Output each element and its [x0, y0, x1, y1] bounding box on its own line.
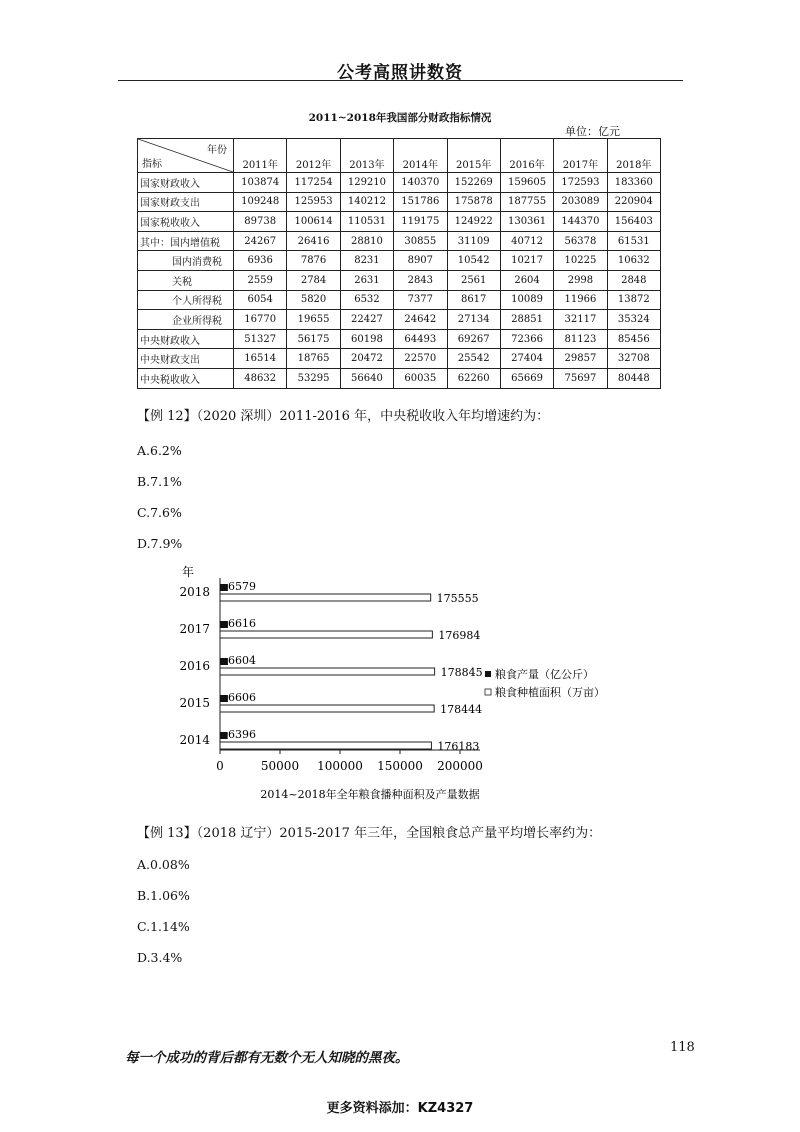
table-cell: 56640	[340, 368, 393, 388]
year-header: 2018年	[607, 139, 660, 173]
table-cell: 27404	[500, 349, 553, 369]
table-cell: 10089	[500, 290, 553, 310]
table-cell: 11966	[554, 290, 607, 310]
question-13-stem: 【例 13】（2018 辽宁）2015-2017 年三年，全国粮食总产量平均增长率约为：	[137, 826, 602, 841]
table-cell: 19655	[287, 310, 340, 330]
table-cell: 51327	[234, 329, 287, 349]
table-cell: 7876	[287, 251, 340, 271]
question-12-stem: 【例 12】（2020 深圳）2011-2016 年，中央税收收入年均增速约为：	[137, 409, 550, 424]
table-cell: 26416	[287, 231, 340, 251]
table-cell: 20472	[340, 349, 393, 369]
table-cell: 152269	[447, 173, 500, 193]
table-cell: 60035	[394, 368, 447, 388]
table-cell: 10632	[607, 251, 660, 271]
table-cell: 28810	[340, 231, 393, 251]
table-title: 2011~2018年我国部分财政指标情况	[308, 112, 492, 124]
row-label: 中央税收收入	[138, 368, 234, 388]
table-cell: 7377	[394, 290, 447, 310]
table-cell: 27134	[447, 310, 500, 330]
question-13-option-c: C.1.14%	[137, 919, 190, 934]
table-cell: 80448	[607, 368, 660, 388]
table-cell: 187755	[500, 192, 553, 212]
table-cell: 75697	[554, 368, 607, 388]
table-cell: 2631	[340, 270, 393, 290]
table-cell: 6936	[234, 251, 287, 271]
x-tick-label: 150000	[377, 759, 423, 773]
table-cell: 2561	[447, 270, 500, 290]
category-label: 2016	[179, 659, 210, 673]
table-row	[138, 270, 661, 290]
table-row	[138, 349, 661, 369]
grain-output-label: 6616	[228, 617, 256, 630]
table-row	[138, 251, 661, 271]
grain-area-bar	[220, 742, 431, 749]
table-cell: 103874	[234, 173, 287, 193]
table-cell: 24267	[234, 231, 287, 251]
category-label: 2018	[179, 585, 210, 599]
table-cell: 40712	[500, 231, 553, 251]
table-cell: 64493	[394, 329, 447, 349]
table-cell: 30855	[394, 231, 447, 251]
row-label: 国内消费税	[138, 251, 234, 271]
x-tick-label: 100000	[317, 759, 363, 773]
table-cell: 56378	[554, 231, 607, 251]
table-cell: 89738	[234, 212, 287, 232]
grain-area-label: 176183	[437, 740, 480, 753]
table-cell: 10217	[500, 251, 553, 271]
table-unit: 单位：亿元	[565, 125, 620, 138]
grain-area-bar	[220, 705, 434, 712]
header-rule	[118, 80, 683, 81]
table-row	[138, 368, 661, 388]
row-label: 关税	[138, 270, 234, 290]
legend-output-swatch	[485, 671, 491, 677]
table-cell: 130361	[500, 212, 553, 232]
table-cell: 6054	[234, 290, 287, 310]
table-cell: 85456	[607, 329, 660, 349]
table-cell: 53295	[287, 368, 340, 388]
x-tick-label: 0	[216, 759, 224, 773]
table-cell: 175878	[447, 192, 500, 212]
question-13-option-a: A.0.08%	[137, 857, 190, 872]
table-cell: 2604	[500, 270, 553, 290]
question-13-option-b: B.1.06%	[137, 888, 190, 903]
legend-area-label: 粮食种植面积（万亩）	[495, 686, 605, 699]
question-12-option-a: A.6.2%	[137, 443, 182, 458]
legend-area-swatch	[485, 689, 491, 695]
table-cell: 100614	[287, 212, 340, 232]
grain-output-bar	[220, 584, 228, 591]
table-cell: 10542	[447, 251, 500, 271]
y-axis-title: 年	[182, 565, 195, 579]
table-cell: 81123	[554, 329, 607, 349]
question-12-option-c: C.7.6%	[137, 505, 182, 520]
page-number: 118	[670, 1040, 695, 1055]
grain-area-bar	[220, 594, 431, 601]
table-cell: 2843	[394, 270, 447, 290]
row-label: 个人所得税	[138, 290, 234, 310]
footer-contact: 更多资料添加：KZ4327	[326, 1101, 474, 1116]
table-cell: 35324	[607, 310, 660, 330]
table-row	[138, 192, 661, 212]
table-cell: 129210	[340, 173, 393, 193]
table-cell: 109248	[234, 192, 287, 212]
grain-output-bar	[220, 695, 228, 702]
table-cell: 31109	[447, 231, 500, 251]
year-header: 2017年	[554, 139, 607, 173]
table-cell: 110531	[340, 212, 393, 232]
table-cell: 156403	[607, 212, 660, 232]
table-header-row	[138, 139, 661, 173]
fiscal-indicators-table	[137, 138, 661, 389]
question-12	[137, 405, 549, 551]
table-cell: 220904	[607, 192, 660, 212]
x-tick-label: 50000	[260, 759, 300, 773]
grain-output-bar	[220, 621, 228, 628]
corner-year-label: 年份	[207, 145, 227, 156]
legend-output-label: 粮食产量（亿公斤）	[495, 668, 594, 681]
table-cell: 10225	[554, 251, 607, 271]
table-cell: 65669	[500, 368, 553, 388]
table-cell: 29857	[554, 349, 607, 369]
page-header-title: 公考高照讲数资	[337, 63, 463, 83]
grain-chart	[160, 560, 640, 805]
table-cell: 124922	[447, 212, 500, 232]
grain-output-label: 6604	[228, 654, 256, 667]
question-13-option-d: D.3.4%	[137, 950, 183, 965]
category-label: 2017	[179, 622, 210, 636]
table-cell: 2559	[234, 270, 287, 290]
table-cell: 18765	[287, 349, 340, 369]
question-12-option-b: B.7.1%	[137, 474, 182, 489]
grain-output-label: 6579	[228, 580, 256, 593]
table-cell: 32708	[607, 349, 660, 369]
table-row	[138, 329, 661, 349]
grain-output-label: 6606	[228, 691, 256, 704]
grain-area-bar	[220, 631, 432, 638]
table-row	[138, 310, 661, 330]
year-header: 2013年	[340, 139, 393, 173]
grain-output-bar	[220, 732, 228, 739]
table-cell: 159605	[500, 173, 553, 193]
table-cell: 13872	[607, 290, 660, 310]
table-cell: 119175	[394, 212, 447, 232]
row-label: 企业所得税	[138, 310, 234, 330]
table-cell: 25542	[447, 349, 500, 369]
grain-area-bar	[220, 668, 435, 675]
table-row	[138, 212, 661, 232]
grain-area-label: 178845	[440, 666, 483, 679]
year-header: 2015年	[447, 139, 500, 173]
table-cell: 48632	[234, 368, 287, 388]
question-12-option-d: D.7.9%	[137, 536, 183, 551]
table-cell: 62260	[447, 368, 500, 388]
table-row	[138, 173, 661, 193]
chart-title: 2014~2018年全年粮食播种面积及产量数据	[260, 788, 480, 801]
corner-indicator-label: 指标	[142, 159, 162, 170]
table-corner-cell	[138, 139, 234, 173]
table-cell: 144370	[554, 212, 607, 232]
row-label: 国家财政收入	[138, 173, 234, 193]
row-label: 国家税收收入	[138, 212, 234, 232]
table-cell: 56175	[287, 329, 340, 349]
table-cell: 125953	[287, 192, 340, 212]
table-cell: 22427	[340, 310, 393, 330]
grain-output-label: 6396	[228, 728, 256, 741]
table-cell: 2784	[287, 270, 340, 290]
grain-output-bar	[220, 658, 228, 665]
grain-area-label: 175555	[436, 592, 479, 605]
year-header: 2016年	[500, 139, 553, 173]
table-row	[138, 290, 661, 310]
year-header: 2012年	[287, 139, 340, 173]
table-cell: 151786	[394, 192, 447, 212]
row-label: 其中：国内增值税	[138, 231, 234, 251]
table-cell: 28851	[500, 310, 553, 330]
table-cell: 5820	[287, 290, 340, 310]
table-cell: 8231	[340, 251, 393, 271]
table-cell: 22570	[394, 349, 447, 369]
year-header: 2014年	[394, 139, 447, 173]
table-cell: 8907	[394, 251, 447, 271]
table-cell: 140212	[340, 192, 393, 212]
table-cell: 69267	[447, 329, 500, 349]
table-cell: 203089	[554, 192, 607, 212]
table-cell: 16770	[234, 310, 287, 330]
table-cell: 172593	[554, 173, 607, 193]
table-cell: 60198	[340, 329, 393, 349]
table-cell: 24642	[394, 310, 447, 330]
table-cell: 32117	[554, 310, 607, 330]
table-cell: 8617	[447, 290, 500, 310]
row-label: 中央财政收入	[138, 329, 234, 349]
year-header: 2011年	[234, 139, 287, 173]
grain-area-label: 176984	[438, 629, 481, 642]
category-label: 2015	[179, 696, 210, 710]
footer-motto: 每一个成功的背后都有无数个无人知晓的黑夜。	[125, 1050, 409, 1066]
x-tick-label: 200000	[437, 759, 483, 773]
table-cell: 16514	[234, 349, 287, 369]
table-cell: 117254	[287, 173, 340, 193]
table-cell: 72366	[500, 329, 553, 349]
row-label: 中央财政支出	[138, 349, 234, 369]
table-cell: 2848	[607, 270, 660, 290]
table-cell: 2998	[554, 270, 607, 290]
table-cell: 140370	[394, 173, 447, 193]
question-13	[137, 822, 601, 965]
table-cell: 61531	[607, 231, 660, 251]
grain-area-label: 178444	[440, 703, 483, 716]
table-cell: 6532	[340, 290, 393, 310]
table-row	[138, 231, 661, 251]
category-label: 2014	[179, 733, 210, 747]
row-label: 国家财政支出	[138, 192, 234, 212]
table-cell: 183360	[607, 173, 660, 193]
